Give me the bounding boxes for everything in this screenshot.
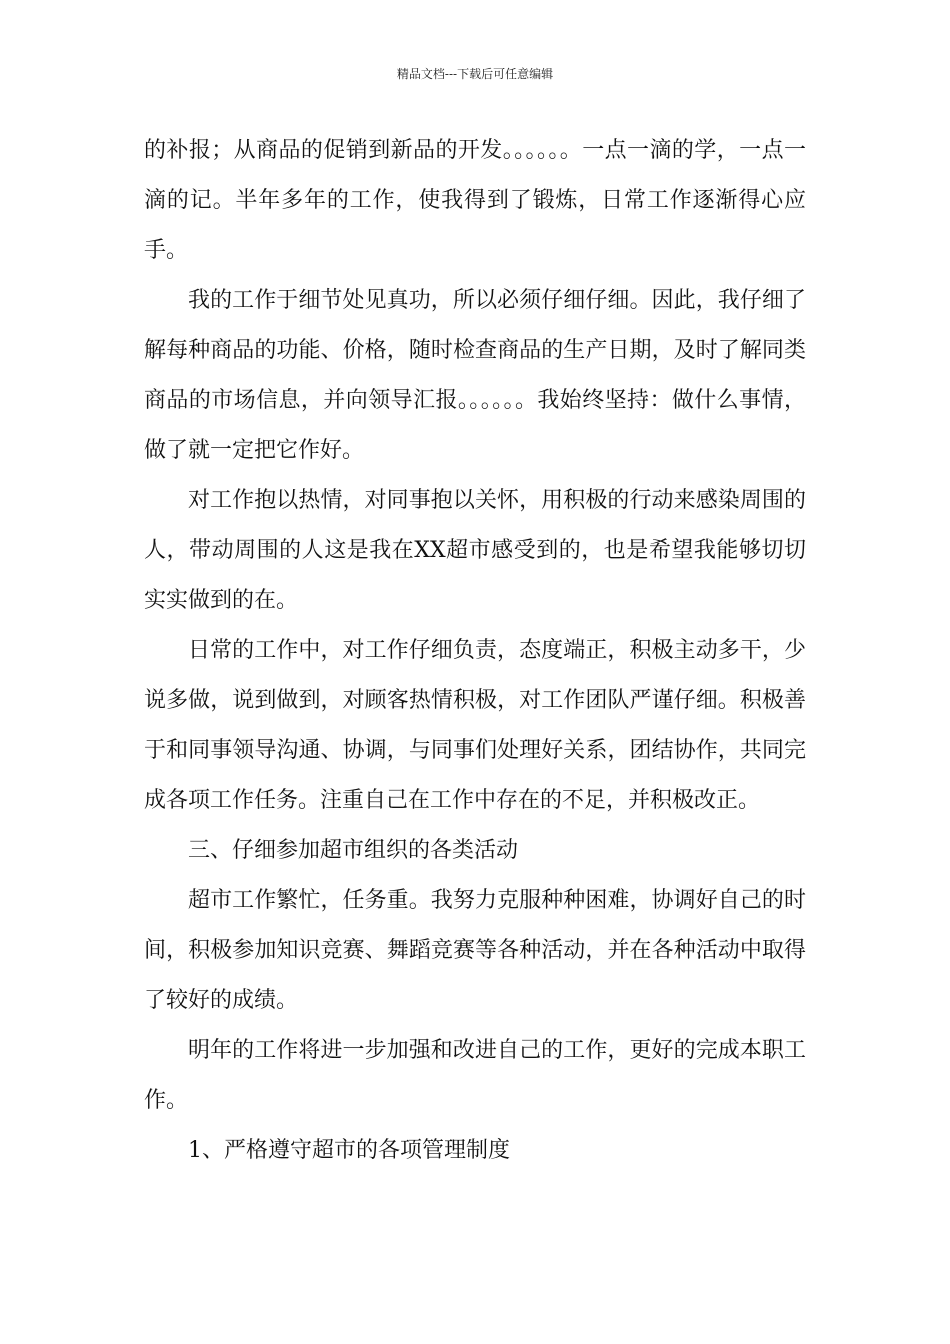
section-heading: 三、仔细参加超市组织的各类活动 xyxy=(188,838,519,863)
paragraph: 我的工作于细节处见真功，所以必须仔细仔细。因此，我仔细了解每种商品的功能、价格，随时检查商品的生产日期，及时了解同类商品的市场信息，并向领导汇报。。。。。。我始终坚持：做什么事情，做了就一定把它作好。 xyxy=(144,288,806,463)
paragraph-continued: 的补报；从商品的促销到新品的开发。。。。。。一点一滴的学，一点一滴的记。半年多年的工作，使我得到了锻炼，日常工作逐渐得心应手。 xyxy=(144,138,806,263)
paragraph: 对工作抱以热情，对同事抱以关怀，用积极的行动来感染周围的人，带动周围的人这是我在XX超市感受到的，也是希望我能够切切实实做到的在。 xyxy=(144,488,806,613)
page-header: 精品文档---下载后可任意编辑 xyxy=(396,67,554,81)
paragraph: 超市工作繁忙，任务重。我努力克服种种困难，协调好自己的时间，积极参加知识竞赛、舞蹈竞赛等各种活动，并在各种活动中取得了较好的成绩。 xyxy=(144,888,806,1013)
paragraph: 日常的工作中，对工作仔细负责，态度端正，积极主动多干，少说多做，说到做到，对顾客热情积极，对工作团队严谨仔细。积极善于和同事领导沟通、协调，与同事们处理好关系，团结协作，共同完成各项工作任务。注重自己在工作中存在的不足，并积极改正。 xyxy=(144,638,806,813)
list-item-heading: 1、严格遵守超市的各项管理制度 xyxy=(188,1138,510,1163)
document-body xyxy=(144,126,806,1176)
paragraph: 明年的工作将进一步加强和改进自己的工作，更好的完成本职工作。 xyxy=(144,1038,806,1113)
